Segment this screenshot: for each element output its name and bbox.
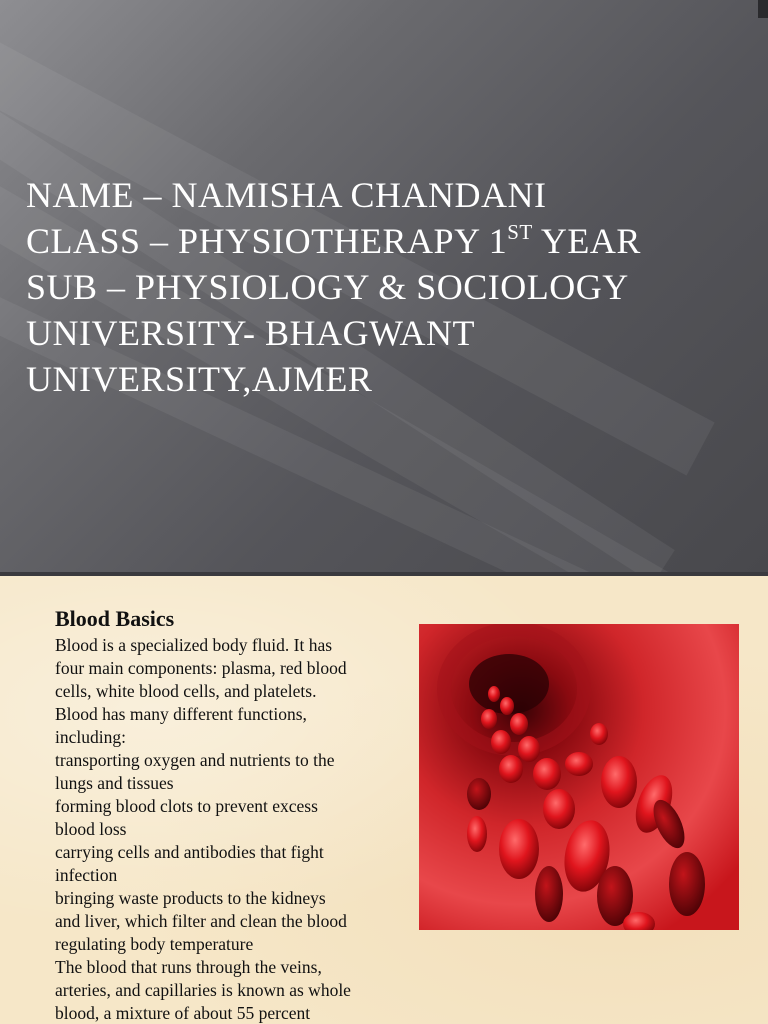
body-text-line: and liver, which filter and clean the blood: [55, 911, 347, 931]
class-line-prefix: CLASS – PHYSIOTHERAPY 1: [26, 221, 508, 261]
name-line: NAME – NAMISHA CHANDANI: [26, 175, 547, 215]
body-text-line: blood, a mixture of about 55 percent: [55, 1003, 311, 1023]
class-line-suffix: YEAR: [532, 221, 641, 261]
body-text-line: regulating body temperature: [55, 934, 254, 954]
university-line-2: UNIVERSITY,AJMER: [26, 359, 373, 399]
class-line: [26, 218, 746, 264]
body-text-line: forming blood clots to prevent excess: [55, 796, 318, 816]
body-text-line: four main components: plasma, red blood: [55, 658, 347, 678]
body-text-line: arteries, and capillaries is known as whole: [55, 980, 351, 1000]
slide-title: Blood Basics: [55, 606, 175, 631]
body-text-line: cells, white blood cells, and platelets.: [55, 681, 317, 701]
body-text-line: Blood is a specialized body fluid. It has: [55, 635, 333, 655]
student-info-block: [26, 172, 746, 402]
class-line-superscript: ST: [507, 220, 533, 244]
body-text-line: Blood has many different functions,: [55, 704, 307, 724]
blood-basics-slide: [0, 576, 768, 1024]
body-text-line: blood loss: [55, 819, 127, 839]
subject-line: SUB – PHYSIOLOGY & SOCIOLOGY: [26, 267, 629, 307]
body-text-line: transporting oxygen and nutrients to the: [55, 750, 335, 770]
body-text-line: carrying cells and antibodies that fight: [55, 842, 324, 862]
body-text-line: The blood that runs through the veins,: [55, 957, 322, 977]
red-blood-cells-illustration: [419, 624, 739, 930]
university-line-1: UNIVERSITY- BHAGWANT: [26, 313, 475, 353]
body-text-line: bringing waste products to the kidneys: [55, 888, 326, 908]
slide-body-text: [55, 634, 425, 1024]
body-text-line: lungs and tissues: [55, 773, 174, 793]
body-text-line: including:: [55, 727, 126, 747]
blood-vessel-image: [419, 624, 739, 930]
corner-marker: [758, 0, 768, 18]
body-text-line: infection: [55, 865, 118, 885]
